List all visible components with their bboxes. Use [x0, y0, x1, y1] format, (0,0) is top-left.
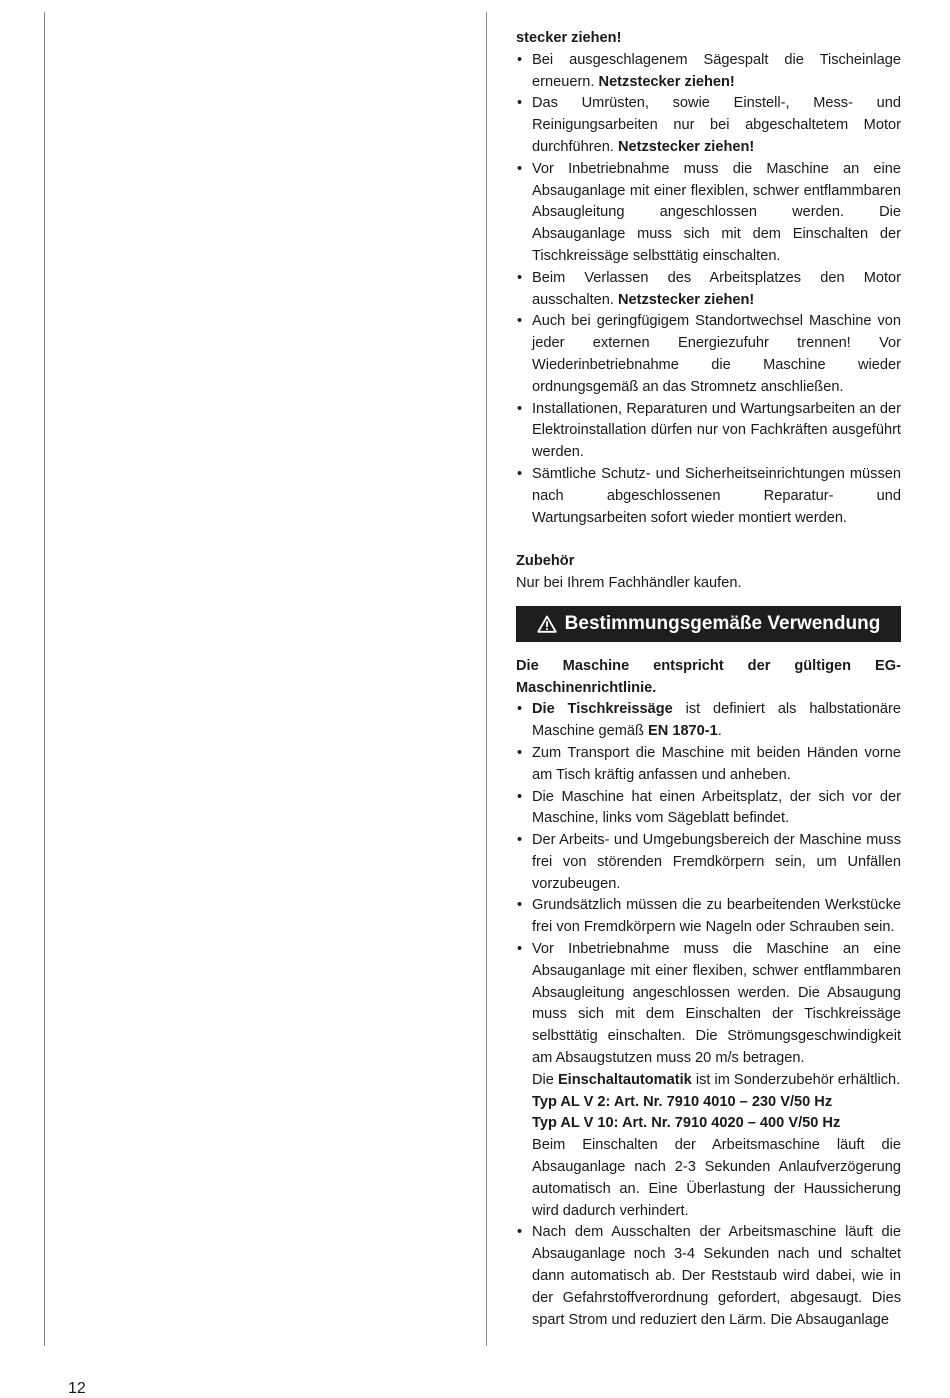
list-item: • Bei ausgeschlagenem Sägespalt die Tischeinlage erneuern. Netzstecker ziehen! [516, 50, 901, 94]
right-text-column [516, 28, 901, 1331]
auto-switch-text: Die Einschaltautomatik ist im Sonderzubehör erhältlich. [532, 1071, 901, 1088]
list-item: • Die Tischkreissäge ist definiert als halbstationäre Maschine gemäß EN 1870-1. [516, 699, 901, 743]
list-item: • Grundsätzlich müssen die zu bearbeitenden Werkstücke frei von Fremdkörpern wie Nageln oder Schrauben sein. [516, 895, 901, 939]
list-item: • Auch bei geringfügigem Standortwechsel Maschine von jeder externen Energiezufuhr trennen! Vor Wiederinbetriebnahme die Maschine wieder ordnungsgemäß an das Stromnetz anschließen. [516, 311, 901, 398]
list-item: • Die Maschine hat einen Arbeitsplatz, der sich vor der Maschine, links vom Sägeblatt befindet. [516, 787, 901, 831]
page-number: 12 [68, 1380, 86, 1397]
list-item: • Der Arbeits- und Umgebungsbereich der Maschine muss frei von störenden Fremdkörpern sein, um Unfällen vorzubeugen. [516, 830, 901, 895]
type-line-1: Typ AL V 2: Art. Nr. 7910 4010 – 230 V/50 Hz [532, 1093, 833, 1110]
accessories-heading: Zubehör [516, 553, 575, 570]
carry-over-text: stecker ziehen! [516, 30, 622, 46]
list-item: • Beim Verlassen des Arbeitsplatzes den Motor ausschalten. Netzstecker ziehen! [516, 268, 901, 312]
usage-list [516, 699, 901, 1070]
list-item: • Nach dem Ausschalten der Arbeitsmaschine läuft die Absauganlage noch 3-4 Sekunden nach und schaltet dann automatisch ab. Der Reststaub wird dabei, wie in der Gefahrstoffverordnung gefordert, abgesaugt. Dies spart Strom und reduziert den Lärm. Die Absauganlage [516, 1222, 901, 1331]
usage-list-continued [516, 1222, 901, 1331]
column-divider-rule [486, 12, 487, 1346]
usage-intro: Die Maschine entspricht der gültigen EG-Maschinenrichtlinie. [516, 657, 901, 696]
section-banner [516, 606, 901, 642]
type-line-2: Typ AL V 10: Art. Nr. 7910 4020 – 400 V/50 Hz [532, 1115, 841, 1132]
left-margin-rule [44, 12, 45, 1346]
list-item: • Installationen, Reparaturen und Wartungsarbeiten an der Elektroinstallation dürfen nur von Fachkräften ausgeführt werden. [516, 399, 901, 464]
list-item: • Vor Inbetriebnahme muss die Maschine an eine Absauganlage mit einer flexiben, schwer entflammbaren Absaugleitung angeschlossen werden. Die Absaugung muss sich mit dem Einschalten der Tischkreissäge selbsttätig einschalten. Die Strömungsgeschwindigkeit am Absaugstutzen muss 20 m/s betragen. [516, 939, 901, 1070]
accessories-text: Nur bei Ihrem Fachhändler kaufen. [516, 574, 742, 591]
list-item: • Sämtliche Schutz- und Sicherheitseinrichtungen müssen nach abgeschlossenen Reparatur- und Wartungsarbeiten sofort wieder montiert werden. [516, 464, 901, 529]
list-item: • Zum Transport die Maschine mit beiden Händen vorne am Tisch kräftig anfassen und anheben. [516, 743, 901, 787]
extraction-note: Beim Einschalten der Arbeitsmaschine läuft die Absauganlage nach 2-3 Sekunden Anlaufverzögerung automatisch an. Eine Überlastung der Haussicherung wird dadurch verhindert. [532, 1137, 901, 1219]
list-item: • Vor Inbetriebnahme muss die Maschine an eine Absauganlage mit einer flexiblen, schwer entflammbaren Absaugleitung angeschlossen werden. Die Absauganlage muss sich mit dem Einschalten der Tischkreissäge selbsttätig einschalten. [516, 159, 901, 268]
warning-triangle-icon [537, 615, 557, 633]
list-item: • Das Umrüsten, sowie Einstell-, Mess- und Reinigungsarbeiten nur bei abgeschaltetem Motor durchführen. Netzstecker ziehen! [516, 93, 901, 158]
banner-title: Bestimmungsgemäße Verwendung [564, 612, 881, 634]
spacer [516, 529, 901, 551]
safety-list [516, 50, 901, 530]
